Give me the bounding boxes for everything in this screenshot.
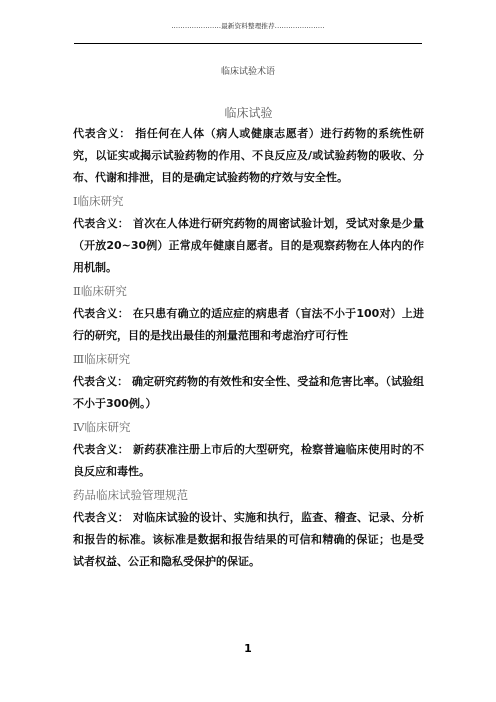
- section-heading-gcp: 药品临床试验管理规范: [73, 488, 188, 502]
- section-heading-phase-3: Ⅲ临床研究: [73, 352, 131, 366]
- section-heading-phase-2: Ⅱ临床研究: [73, 284, 127, 298]
- document-body: [73, 103, 424, 573]
- section-heading-phase-1: Ⅰ临床研究: [73, 194, 124, 208]
- header-divider: [74, 43, 422, 44]
- section-body-phase-2: 代表含义： 在只患有确立的适应症的病患者（盲法不小于100对）上进行的研究，目的是找出最佳的剂量范围和考虑治疗可行性: [73, 307, 424, 342]
- section-body-phase-4: 代表含义： 新药获准注册上市后的大型研究，检察普遍临床使用时的不良反应和毒性。: [73, 443, 424, 478]
- section-body-gcp: 代表含义： 对临床试验的设计、实施和执行，监查、稽查、记录、分析和报告的标准。该标准是数据和报告结果的可信和精确的保证；也是受试者权益、公正和隐私受保护的保证。: [73, 511, 424, 568]
- page-number: 1: [244, 642, 252, 655]
- document-title: 临床试验术语: [220, 67, 275, 77]
- section-body-phase-1: 代表含义： 首次在人体进行研究药物的周密试验计划，受试对象是少量（开放20~30例）正常成年健康自愿者。目的是观察药物在人体内的作用机制。: [73, 217, 424, 274]
- section-heading-clinical-trial: 临床试验: [224, 106, 273, 120]
- page-header: ......................最新资料整理推荐......................: [171, 22, 325, 30]
- section-heading-phase-4: Ⅳ临床研究: [73, 420, 131, 434]
- section-body-phase-3: 代表含义： 确定研究药物的有效性和安全性、受益和危害比率。（试验组不小于300例。）: [73, 375, 424, 410]
- section-body-clinical-trial: 代表含义： 指任何在人体（病人或健康志愿者）进行药物的系统性研究，以证实或揭示试验药物的作用、不良反应及/或试验药物的吸收、分布、代谢和排泄，目的是确定试验药物的疗效与安全性。: [73, 127, 424, 184]
